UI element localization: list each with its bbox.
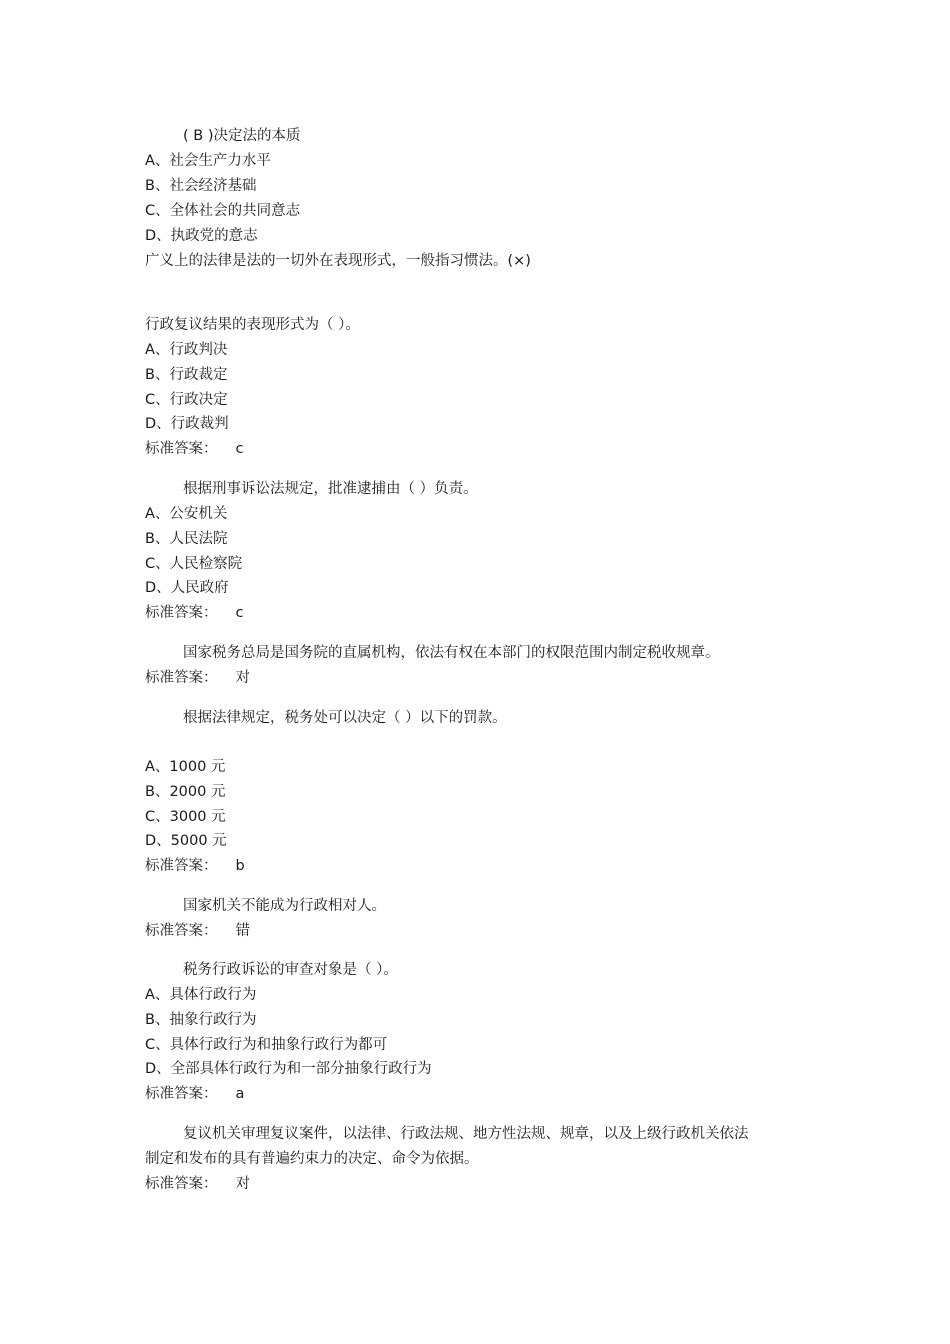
question-6-option-d: D、5000 元 [145, 833, 227, 849]
question-6-answer [145, 854, 815, 879]
question-1-option-b: B、社会经济基础 [145, 178, 257, 194]
question-1-option-c: C、全体社会的共同意志 [145, 203, 301, 219]
question-4-option-c: C、人民检察院 [145, 556, 243, 572]
question-9-answer [145, 1172, 815, 1197]
answer-value: 错 [235, 923, 250, 939]
question-6-option-c: C、3000 元 [145, 809, 226, 825]
answer-label: 标准答案： [145, 441, 218, 457]
question-4-answer [145, 601, 815, 626]
question-9-stem-line-2: 制定和发布的具有普遍约束力的决定、命令为依据。 [145, 1151, 479, 1167]
answer-value: c [235, 605, 244, 621]
question-9-stem-line-1: 复议机关审理复议案件，以法律、行政法规、地方性法规、规章，以及上级行政机关依法 [183, 1126, 749, 1142]
question-6-option-b: B、2000 元 [145, 784, 226, 800]
question-6-stem: 根据法律规定，税务处可以决定（ ）以下的罚款。 [183, 710, 507, 726]
answer-label: 标准答案： [145, 605, 218, 621]
question-3-answer [145, 437, 815, 462]
question-2-stem: 广义上的法律是法的一切外在表现形式，一般指习惯法。(×) [145, 253, 531, 269]
answer-label: 标准答案： [145, 1176, 218, 1192]
question-3-option-d: D、行政裁判 [145, 416, 229, 432]
question-5-stem: 国家税务总局是国务院的直属机构，依法有权在本部门的权限范围内制定税收规章。 [183, 645, 720, 661]
answer-label: 标准答案： [145, 858, 218, 874]
question-4-option-a: A、公安机关 [145, 506, 228, 522]
answer-label: 标准答案： [145, 1086, 218, 1102]
answer-label: 标准答案： [145, 923, 218, 939]
answer-value: c [235, 441, 244, 457]
question-8-option-a: A、具体行政行为 [145, 987, 257, 1003]
question-5-answer [145, 666, 815, 691]
question-4-option-d: D、人民政府 [145, 580, 229, 596]
question-1-option-d: D、执政党的意志 [145, 228, 258, 244]
question-7-stem: 国家机关不能成为行政相对人。 [183, 898, 386, 914]
answer-value: a [235, 1086, 245, 1102]
answer-label: 标准答案： [145, 670, 218, 686]
question-8-option-c: C、具体行政行为和抽象行政行为都可 [145, 1037, 388, 1053]
question-3-option-c: C、行政决定 [145, 392, 228, 408]
question-3-stem: 行政复议结果的表现形式为（ ）。 [145, 317, 360, 333]
question-8-stem: 税务行政诉讼的审查对象是（ ）。 [183, 962, 398, 978]
question-3-option-b: B、行政裁定 [145, 367, 228, 383]
question-8-option-d: D、全部具体行政行为和一部分抽象行政行为 [145, 1061, 432, 1077]
answer-value: 对 [235, 670, 250, 686]
answer-value: 对 [235, 1176, 250, 1192]
question-6-option-a: A、1000 元 [145, 759, 226, 775]
question-1-option-a: A、社会生产力水平 [145, 153, 271, 169]
answer-value: b [235, 858, 245, 874]
question-4-stem: 根据刑事诉讼法规定，批准逮捕由（ ）负责。 [183, 481, 478, 497]
question-3-option-a: A、行政判决 [145, 342, 228, 358]
question-7-answer [145, 919, 815, 944]
question-8-answer [145, 1082, 815, 1107]
question-4-option-b: B、人民法院 [145, 531, 228, 547]
question-1-stem: ( B )决定法的本质 [183, 128, 301, 144]
question-8-option-b: B、抽象行政行为 [145, 1012, 257, 1028]
